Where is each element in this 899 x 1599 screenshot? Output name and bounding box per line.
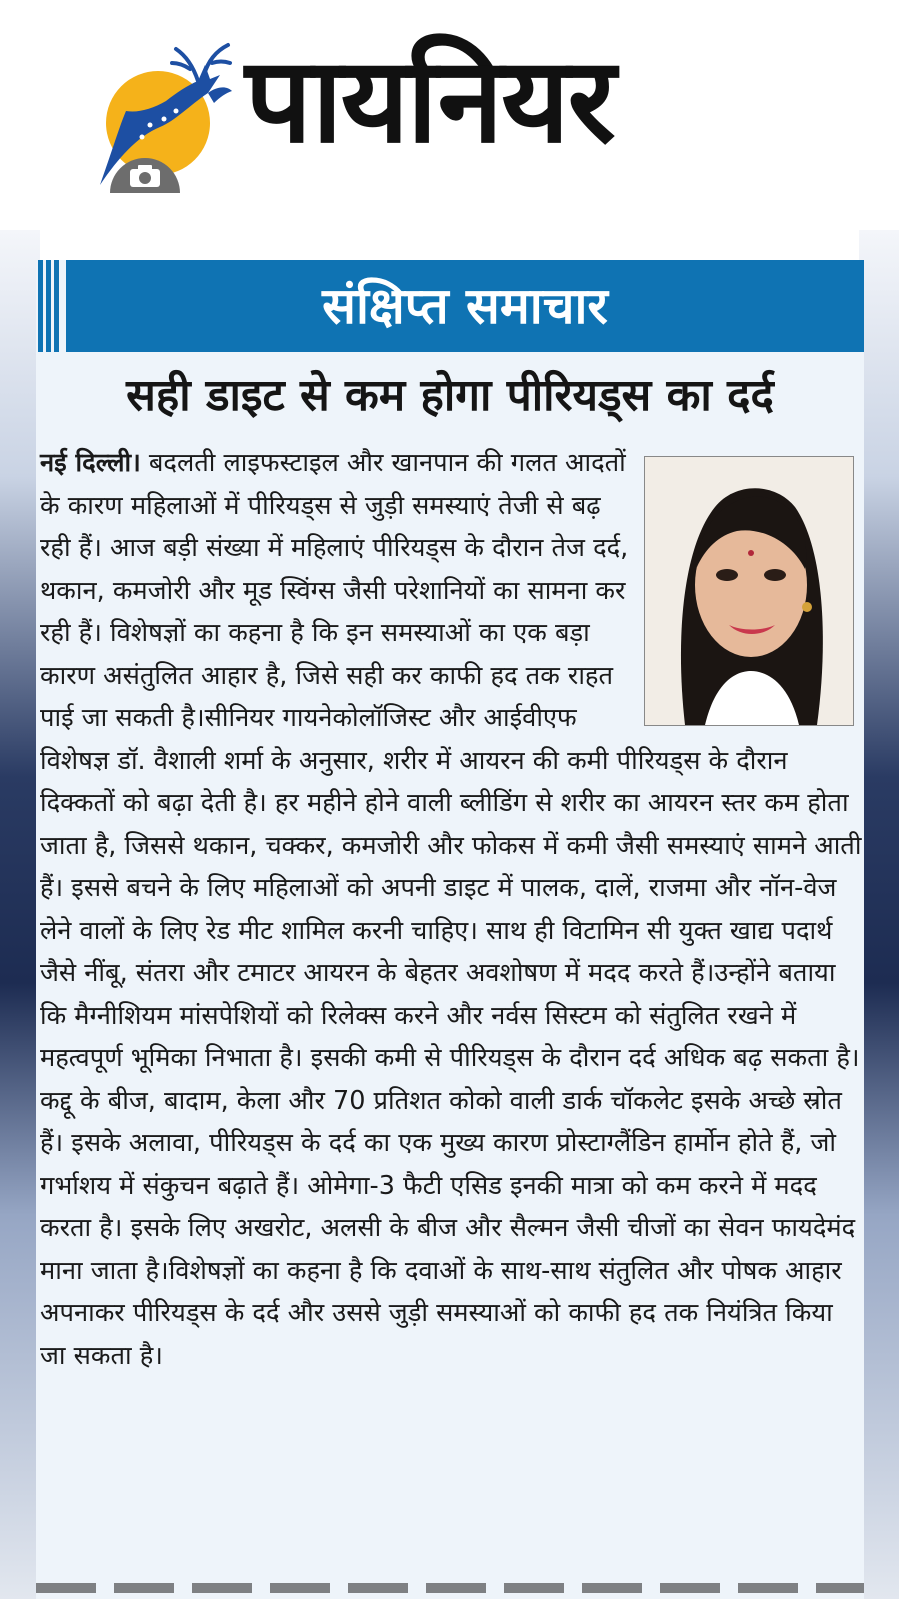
newspaper-masthead: [0, 0, 899, 230]
blurred-backdrop-right: [859, 230, 899, 1599]
section-banner: [36, 260, 864, 352]
article-headline: सही डाइट से कम होगा पीरियड्स का दर्द: [126, 370, 774, 421]
masthead-title: पायनियर: [245, 31, 614, 169]
portrait-illustration: [645, 457, 853, 725]
doctor-portrait-photo: [644, 456, 854, 726]
blurred-backdrop-left: [0, 230, 40, 1599]
camera-icon: [110, 145, 180, 193]
article-dateline: नई दिल्ली।: [40, 448, 141, 478]
news-clipping: [36, 260, 864, 1599]
article-text: बदलती लाइफस्टाइल और खानपान की गलत आदतों के कारण महिलाओं में पीरियड्स से जुड़ी समस्याएं तेजी से बढ़ रही हैं। आज बड़ी संख्या में महिलाएं पीरियड्स के दौरान तेज दर्द, थकान, कमजोरी और मूड स्विंग्स जैसी परेशानियों का सामना कर रही हैं। विशेषज्ञों का कहना है कि इन समस्याओं का एक बड़ा कारण असंतुलित आहार है, जिसे सही कर काफी हद तक राहत पाई जा सकती है।सीनियर गायनेकोलॉजिस्ट और आईवीएफ विशेषज्ञ डॉ. वैशाली शर्मा के अनुसार, शरीर में आयरन की कमी पीरियड्स के दौरान दिक्कतों को बढ़ा देती है। हर महीने होने वाली ब्लीडिंग से शरीर का आयरन स्तर कम होता जाता है, जिससे थकान, चक्कर, कमजोरी और फोकस में कमी जैसी समस्याएं सामने आती हैं। इससे बचने के लिए महिलाओं को अपनी डाइट में पालक, दालें, राजमा और नॉन-वेज लेने वालों के लिए रेड मीट शामिल करनी चाहिए। साथ ही विटामिन सी युक्त खाद्य पदार्थ जैसे नींबू, संतरा और टमाटर आयरन के बेहतर अवशोषण में मदद करते हैं।उन्होंने बताया कि मैग्नीशियम मांसपेशियों को रिलेक्स करने और नर्वस सिस्टम को संतुलित रखने में महत्वपूर्ण भूमिका निभाता है। इसकी कमी से पीरियड्स के दौरान दर्द अधिक बढ़ सकता है। कद्दू के बीज, बादाम, केला और 70 प्रतिशत कोको वाली डार्क चॉकलेट इसके अच्छे स्रोत हैं। इसके अलावा, पीरियड्स के दर्द का एक मुख्य कारण प्रोस्टाग्लैंडिन हार्मोन होते हैं, जो गर्भाशय में संकुचन बढ़ाते हैं। ओमेगा-3 फैटी एसिड इनकी मात्रा को कम करने में मदद करता है। इसके लिए अखरोट, अलसी के बीज और सैल्मन जैसी चीजों का सेवन फायदेमंद माना जाता है।विशेषज्ञों का कहना है कि दवाओं के साथ-साथ संतुलित और पोषक आहार अपनाकर पीरियड्स के दर्द और उससे जुड़ी समस्याओं को काफी हद तक नियंत्रित किया जा सकता है।: [40, 448, 862, 1371]
cut-off-next-line: [36, 1583, 864, 1593]
article-body: [40, 442, 864, 1377]
banner-stripes: [36, 260, 66, 352]
section-title: संक्षिप्त समाचार: [322, 276, 608, 335]
